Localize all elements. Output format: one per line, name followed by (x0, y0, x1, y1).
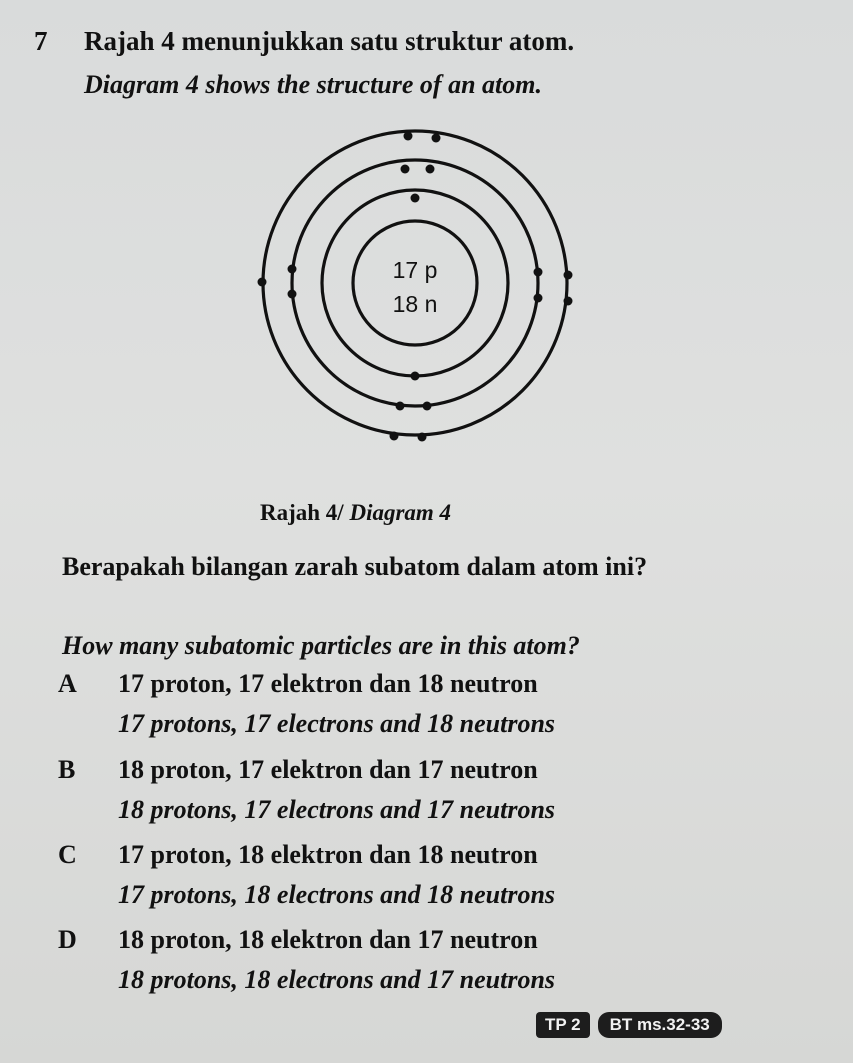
electron (564, 271, 573, 280)
electron (423, 402, 432, 411)
electron (288, 265, 297, 274)
electron (396, 402, 405, 411)
atom-structure-diagram (240, 118, 600, 468)
option-text-ms: 18 proton, 18 elektron dan 17 neutron (118, 925, 538, 954)
option-text-en: 17 protons, 18 electrons and 18 neutrons (118, 880, 556, 909)
question-header (34, 24, 574, 58)
electron (411, 372, 420, 381)
option-text-ms: 17 proton, 17 elektron dan 18 neutron (118, 669, 538, 698)
option-letter: B (58, 755, 76, 784)
shell-1 (322, 190, 508, 376)
electron (534, 268, 543, 277)
electron (404, 132, 413, 141)
electron (390, 432, 399, 441)
shell-3 (263, 131, 567, 435)
caption-ms: Rajah 4/ (260, 500, 344, 525)
electron (288, 290, 297, 299)
option-text-en: 18 protons, 17 electrons and 17 neutrons (118, 795, 556, 824)
electron (418, 433, 427, 442)
option-letter: A (58, 669, 77, 698)
diagram-caption (260, 500, 451, 526)
electron (258, 278, 267, 287)
electron (411, 194, 420, 203)
option-letter: C (58, 840, 77, 869)
question-stem-en: Diagram 4 shows the structure of an atom. (84, 70, 542, 99)
electron (432, 134, 441, 143)
option-text-ms: 17 proton, 18 elektron dan 18 neutron (118, 840, 538, 869)
option-text-en: 17 protons, 17 electrons and 18 neutrons (118, 709, 556, 738)
option-text-en: 18 protons, 18 electrons and 17 neutrons (118, 965, 556, 994)
tp-badge: TP 2 (536, 1012, 590, 1038)
electron (534, 294, 543, 303)
bt-badge: BT ms.32-33 (598, 1012, 722, 1038)
question-ask-en: How many subatomic particles are in this atom? (62, 631, 580, 660)
question-ask-ms: Berapakah bilangan zarah subatom dalam atom ini? (62, 552, 648, 581)
question-stem-ms: Rajah 4 menunjukkan satu struktur atom. (84, 26, 575, 56)
option-letter: D (58, 925, 77, 954)
nucleus-neutrons: 18 n (392, 291, 438, 317)
nucleus-protons: 17 p (392, 257, 438, 283)
electron (564, 297, 573, 306)
electron (401, 165, 410, 174)
option-text-ms: 18 proton, 17 elektron dan 17 neutron (118, 755, 538, 784)
question-number: 7 (34, 26, 48, 56)
electron (426, 165, 435, 174)
caption-en: Diagram 4 (349, 500, 452, 525)
nucleus (353, 221, 477, 345)
level-tags (536, 1012, 722, 1038)
